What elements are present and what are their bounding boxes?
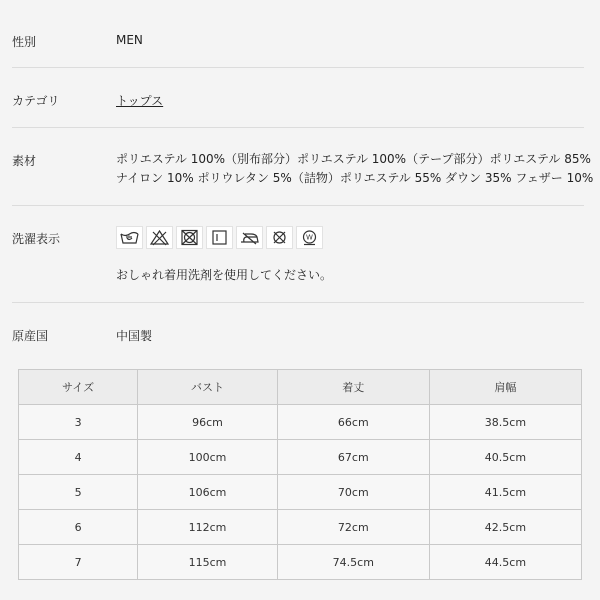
category-label: カテゴリ	[12, 94, 60, 108]
svg-text:W: W	[306, 233, 313, 242]
cell-shoulder: 41.5cm	[429, 475, 581, 510]
low-iron-icon	[236, 226, 263, 249]
divider	[12, 67, 584, 68]
table-row	[19, 405, 582, 440]
header-size: サイズ	[19, 370, 138, 405]
wet-clean-icon	[296, 226, 323, 249]
divider	[12, 205, 584, 206]
material-line-2: ナイロン 10% ポリウレタン 5%（詰物）ポリエステル 55% ダウン 35% フェザー 10%	[116, 171, 594, 185]
cell-shoulder: 42.5cm	[429, 510, 581, 545]
cell-length: 66cm	[277, 405, 429, 440]
care-label: 洗濯表示	[12, 232, 61, 246]
material-value	[116, 150, 593, 188]
table-row	[19, 440, 582, 475]
line-dry-icon	[206, 226, 233, 249]
header-length: 着丈	[277, 370, 429, 405]
care-icons	[116, 226, 323, 249]
size-table-header	[19, 370, 582, 405]
care-note: おしゃれ着用洗剤を使用してください。	[116, 268, 333, 282]
material-label: 素材	[12, 154, 37, 168]
cell-length: 74.5cm	[277, 545, 429, 580]
no-bleach-icon	[146, 226, 173, 249]
cell-size: 5	[19, 475, 138, 510]
cell-shoulder: 38.5cm	[429, 405, 581, 440]
cell-length: 72cm	[277, 510, 429, 545]
no-dry-clean-icon	[266, 226, 293, 249]
cell-bust: 106cm	[138, 475, 278, 510]
cell-length: 70cm	[277, 475, 429, 510]
cell-bust: 112cm	[138, 510, 278, 545]
table-row	[19, 510, 582, 545]
table-row	[19, 545, 582, 580]
cell-size: 6	[19, 510, 138, 545]
origin-value: 中国製	[116, 329, 153, 343]
header-shoulder: 肩幅	[429, 370, 581, 405]
cell-bust: 96cm	[138, 405, 278, 440]
cell-length: 67cm	[277, 440, 429, 475]
no-tumble-dry-icon	[176, 226, 203, 249]
hand-wash-icon	[116, 226, 143, 249]
divider	[12, 127, 584, 128]
cell-size: 7	[19, 545, 138, 580]
cell-size: 3	[19, 405, 138, 440]
cell-shoulder: 44.5cm	[429, 545, 581, 580]
category-link[interactable]: トップス	[116, 94, 164, 108]
material-line-1: ポリエステル 100%（別布部分）ポリエステル 100%（テープ部分）ポリエステル 85%	[116, 152, 591, 166]
cell-size: 4	[19, 440, 138, 475]
header-bust: バスト	[138, 370, 278, 405]
table-row	[19, 475, 582, 510]
gender-label: 性別	[12, 35, 37, 49]
origin-label: 原産国	[12, 329, 49, 343]
gender-value: MEN	[116, 33, 143, 47]
size-table	[18, 369, 582, 580]
cell-bust: 100cm	[138, 440, 278, 475]
divider	[12, 302, 584, 303]
cell-bust: 115cm	[138, 545, 278, 580]
cell-shoulder: 40.5cm	[429, 440, 581, 475]
